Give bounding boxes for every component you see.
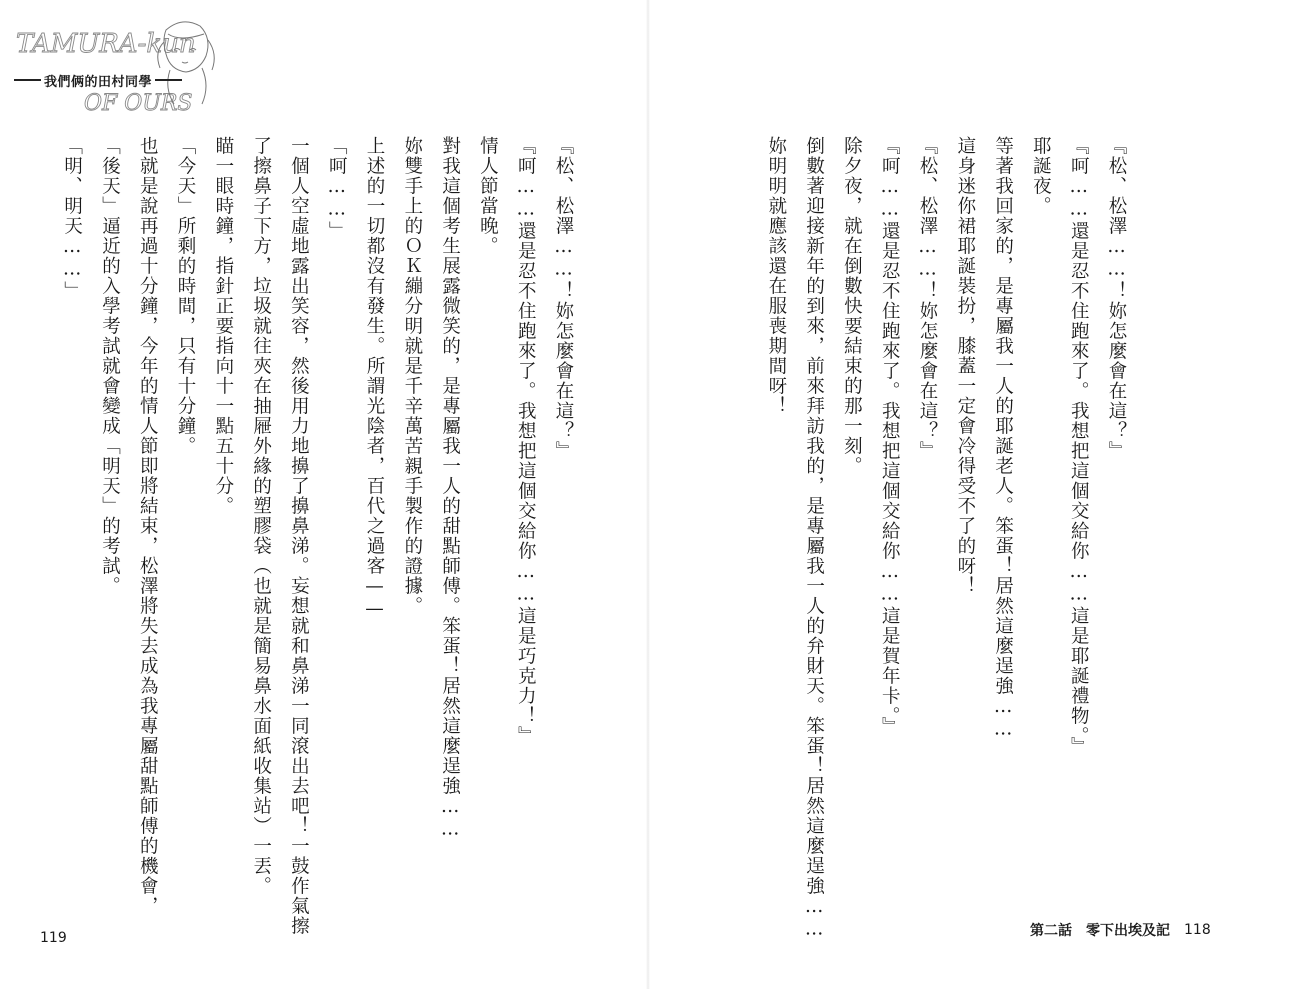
left-page-text — [42, 136, 582, 936]
text-line: 「明、明天……」 — [61, 136, 83, 301]
subtitle-rule-left — [14, 79, 41, 81]
series-logo-art — [14, 12, 224, 116]
text-line: 『松、松澤……！妳怎麼會在這？』 — [553, 136, 574, 461]
text-line: 耶誕夜。 — [1030, 136, 1052, 216]
series-logo — [14, 12, 224, 116]
text-line: 『松、松澤……！妳怎麼會在這？』 — [1106, 136, 1127, 461]
page-number-left: 119 — [40, 930, 67, 946]
text-line: 『呵……還是忍不住跑來了。我想把這個交給你……這是耶誕禮物。』 — [1068, 136, 1090, 757]
page-number-right: 118 — [1184, 922, 1211, 938]
text-line: 『松、松澤……！妳怎麼會在這？』 — [917, 136, 939, 461]
text-line: 上述的一切都沒有發生。所謂光陰者，百代之過客—— — [364, 136, 386, 621]
text-line: 情人節當晚。 — [477, 136, 499, 256]
svg-text:TAMURA-kun: TAMURA-kun — [16, 29, 196, 59]
text-line: 瞄一眼時鐘，指針正要指向十一點五十分。 — [212, 136, 234, 516]
svg-text:OF OURS: OF OURS — [84, 91, 193, 116]
text-line: 倒數著迎接新年的到來，前來拜訪我的，是專屬我一人的弁財天。笨蛋！居然這麼逞強…… — [803, 136, 825, 941]
text-line: 妳雙手上的ＯＫ繃分明就是千辛萬苦親手製作的證據。 — [401, 136, 423, 616]
chapter-title: 第二話 零下出埃及記 — [1030, 923, 1170, 939]
series-subtitle-text: 我們俩的田村同學 — [44, 74, 153, 90]
subtitle-rule-right — [155, 79, 182, 81]
text-line: 『呵……還是忍不住跑來了。我想把這個交給你……這是賀年卡。』 — [879, 136, 901, 737]
text-line: 一個人空虛地露出笑容，然後用力地擤了擤鼻涕。妄想就和鼻涕一同滾出去吧！一鼓作氣擦 — [288, 136, 310, 936]
running-footer — [1030, 920, 1211, 940]
text-line: 「今天」所剩的時間，只有十分鐘。 — [175, 136, 197, 456]
text-line: 等著我回家的，是專屬我一人的耶誕老人。笨蛋！居然這麼逞強…… — [992, 136, 1014, 741]
text-line: 『呵……還是忍不住跑來了。我想把這個交給你……這是巧克力！』 — [515, 136, 537, 746]
text-line: 「呵……」 — [326, 136, 348, 241]
text-line: 這身迷你裙耶誕裝扮，膝蓋一定會冷得受不了的呀！ — [954, 136, 976, 596]
text-line: 妳明明就應該還在服喪期間呀！ — [765, 136, 787, 416]
text-line: 「後天」逼近的入學考試就會變成「明天」的考試。 — [99, 136, 121, 596]
series-subtitle — [14, 71, 182, 89]
text-line: 除夕夜，就在倒數快要結束的那一刻。 — [841, 136, 863, 476]
text-line: 也就是說再過十分鐘，今年的情人節即將結束，松澤將失去成為我專屬甜點師傅的機會， — [137, 136, 159, 916]
text-line: 對我這個考生展露微笑的，是專屬我一人的甜點師傅。笨蛋！居然這麼逞強…… — [439, 136, 461, 841]
book-gutter — [646, 0, 650, 989]
text-line: 了擦鼻子下方，垃圾就往夾在抽屜外緣的塑膠袋（也就是簡易鼻水面紙收集站）一丟。 — [250, 136, 272, 896]
